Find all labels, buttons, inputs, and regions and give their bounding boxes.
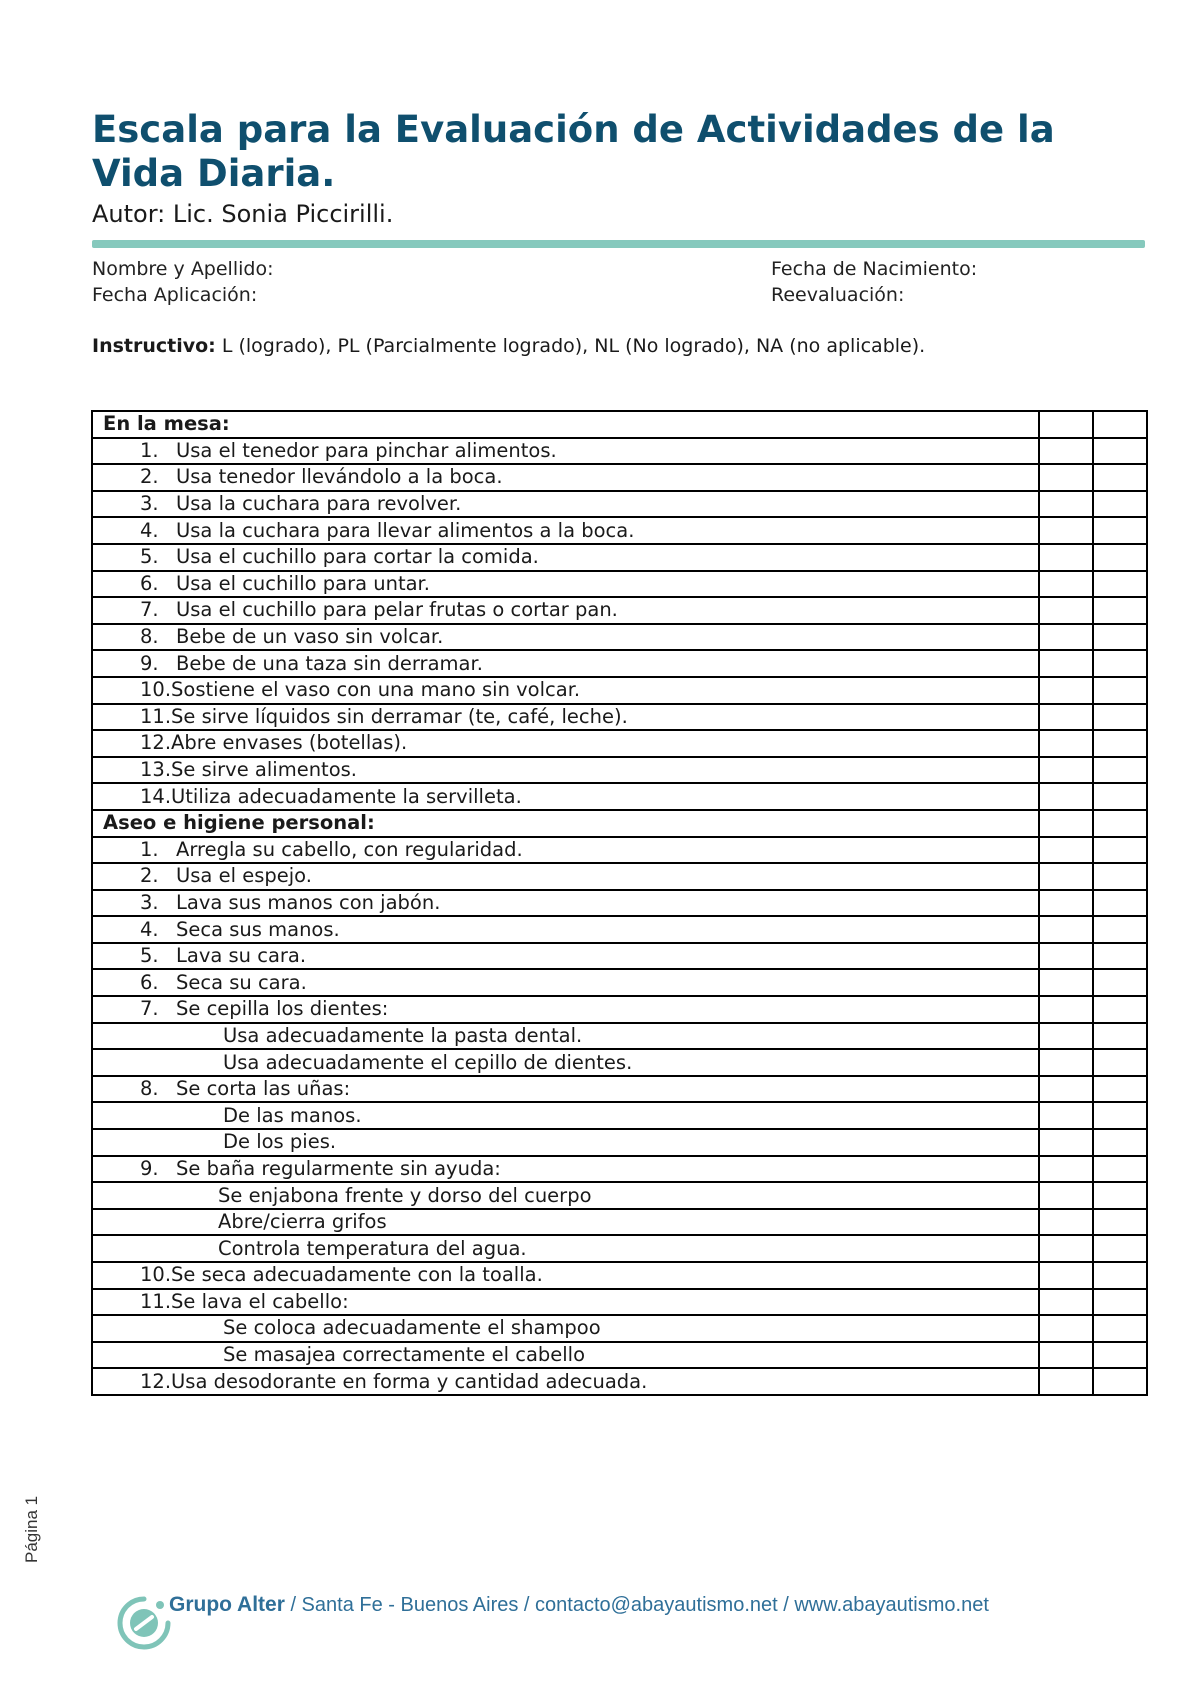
item-cell (92, 571, 1039, 598)
table-row (92, 863, 1147, 890)
item-number: 10. (140, 1263, 172, 1287)
score-cell[interactable] (1093, 890, 1147, 917)
score-cell[interactable] (1039, 996, 1093, 1023)
score-cell[interactable] (1093, 837, 1147, 864)
score-cell[interactable] (1039, 1209, 1093, 1236)
score-cell[interactable] (1039, 863, 1093, 890)
score-cell[interactable] (1039, 943, 1093, 970)
item-text: Se sirve alimentos. (171, 758, 357, 782)
item-text: Se lava el cabello: (171, 1289, 349, 1313)
table-row (92, 757, 1147, 784)
item-number: 8. (140, 1077, 159, 1101)
item-cell (92, 1368, 1039, 1395)
score-cell[interactable] (1039, 597, 1093, 624)
item-cell (92, 491, 1039, 518)
sub-item-text: De las manos. (223, 1103, 362, 1127)
item-text: Usa la cuchara para llevar alimentos a la boca. (176, 518, 635, 542)
section-title: En la mesa: (92, 411, 1039, 438)
item-text: Se seca adecuadamente con la toalla. (171, 1263, 543, 1287)
score-cell[interactable] (1093, 1129, 1147, 1156)
score-cell[interactable] (1093, 597, 1147, 624)
score-cell[interactable] (1039, 464, 1093, 491)
sub-item-text: Se masajea correctamente el cabello (223, 1343, 586, 1367)
score-cell[interactable] (1093, 1262, 1147, 1289)
score-cell[interactable] (1039, 650, 1093, 677)
score-cell[interactable] (1039, 1023, 1093, 1050)
score-cell (1093, 411, 1147, 438)
score-cell[interactable] (1093, 1315, 1147, 1342)
score-cell[interactable] (1093, 1289, 1147, 1316)
score-cell[interactable] (1093, 438, 1147, 465)
item-number: 7. (140, 997, 159, 1021)
score-cell[interactable] (1093, 1342, 1147, 1369)
sub-item-text: Usa adecuadamente la pasta dental. (223, 1023, 583, 1047)
item-number: 1. (140, 837, 159, 861)
item-cell (92, 650, 1039, 677)
score-cell[interactable] (1039, 1315, 1093, 1342)
item-number: 6. (140, 571, 159, 595)
item-number: 5. (140, 545, 159, 569)
score-cell[interactable] (1093, 1102, 1147, 1129)
score-cell[interactable] (1039, 1156, 1093, 1183)
item-cell (92, 464, 1039, 491)
item-number: 12. (140, 1369, 172, 1393)
item-number: 9. (140, 651, 159, 675)
item-cell (92, 1023, 1039, 1050)
item-text: Bebe de una taza sin derramar. (176, 651, 483, 675)
table-row (92, 1235, 1147, 1262)
item-text: Sostiene el vaso con una mano sin volcar. (171, 678, 581, 702)
score-cell (1039, 810, 1093, 837)
table-row (92, 1182, 1147, 1209)
score-cell[interactable] (1039, 704, 1093, 731)
item-number: 2. (140, 465, 159, 489)
score-cell[interactable] (1039, 544, 1093, 571)
table-row (92, 783, 1147, 810)
footer-text (169, 1593, 989, 1617)
page-number: Página 1 (22, 1495, 41, 1563)
score-cell (1093, 810, 1147, 837)
table-row (92, 1076, 1147, 1103)
score-cell[interactable] (1039, 730, 1093, 757)
table-row (92, 730, 1147, 757)
score-cell[interactable] (1039, 916, 1093, 943)
table-row (92, 1315, 1147, 1342)
score-cell[interactable] (1039, 1235, 1093, 1262)
author-line: Autor: Lic. Sonia Piccirilli. (92, 200, 394, 228)
score-cell[interactable] (1093, 491, 1147, 518)
item-cell (92, 783, 1039, 810)
score-cell[interactable] (1039, 837, 1093, 864)
item-cell (92, 1209, 1039, 1236)
table-row (92, 438, 1147, 465)
score-cell[interactable] (1039, 1368, 1093, 1395)
item-number: 11. (140, 1289, 172, 1313)
item-number: 12. (140, 731, 172, 755)
table-row (92, 704, 1147, 731)
score-cell[interactable] (1093, 863, 1147, 890)
table-row (92, 571, 1147, 598)
item-text: Seca su cara. (176, 970, 307, 994)
item-cell (92, 544, 1039, 571)
section-title: Aseo e higiene personal: (92, 810, 1039, 837)
section-header-row (92, 810, 1147, 837)
score-cell[interactable] (1039, 517, 1093, 544)
score-cell[interactable] (1093, 517, 1147, 544)
reevaluation-label: Reevaluación: (771, 284, 905, 306)
score-cell[interactable] (1093, 916, 1147, 943)
item-text: Usa tenedor llevándolo a la boca. (176, 465, 503, 489)
item-text: Utiliza adecuadamente la servilleta. (171, 784, 522, 808)
item-cell (92, 1235, 1039, 1262)
item-text: Bebe de un vaso sin volcar. (176, 625, 444, 649)
item-text: Se corta las uñas: (176, 1077, 351, 1101)
item-cell (92, 730, 1039, 757)
table-row (92, 1129, 1147, 1156)
item-text: Usa el tenedor para pinchar alimentos. (176, 438, 557, 462)
table-row (92, 517, 1147, 544)
item-number: 2. (140, 864, 159, 888)
item-number: 9. (140, 1156, 159, 1180)
evaluation-table (91, 410, 1148, 1396)
item-text: Abre envases (botellas). (171, 731, 408, 755)
name-label: Nombre y Apellido: (92, 258, 274, 280)
brand-logo-icon (114, 1593, 174, 1653)
birth-date-label: Fecha de Nacimiento: (771, 258, 978, 280)
sub-item-text: Usa adecuadamente el cepillo de dientes. (223, 1050, 633, 1074)
item-number: 4. (140, 917, 159, 941)
item-cell (92, 863, 1039, 890)
item-text: Se sirve líquidos sin derramar (te, café, leche). (171, 704, 628, 728)
score-cell[interactable] (1039, 438, 1093, 465)
item-cell (92, 943, 1039, 970)
score-cell[interactable] (1093, 783, 1147, 810)
score-cell[interactable] (1039, 1076, 1093, 1103)
score-cell[interactable] (1039, 1289, 1093, 1316)
score-cell[interactable] (1039, 571, 1093, 598)
table-row (92, 624, 1147, 651)
score-cell[interactable] (1093, 704, 1147, 731)
table-row (92, 650, 1147, 677)
score-cell[interactable] (1093, 571, 1147, 598)
score-cell[interactable] (1093, 1235, 1147, 1262)
item-number: 7. (140, 598, 159, 622)
score-cell[interactable] (1039, 1102, 1093, 1129)
score-cell[interactable] (1039, 677, 1093, 704)
sub-item-text: Controla temperatura del agua. (218, 1236, 527, 1260)
item-text: Se baña regularmente sin ayuda: (176, 1156, 501, 1180)
table-row (92, 597, 1147, 624)
table-row (92, 1209, 1147, 1236)
item-cell (92, 996, 1039, 1023)
application-date-label: Fecha Aplicación: (92, 284, 258, 306)
instructions-text: L (logrado), PL (Parcialmente logrado), NL (No logrado), NA (no aplicable). (215, 335, 926, 357)
table-row (92, 890, 1147, 917)
score-cell[interactable] (1093, 757, 1147, 784)
table-row (92, 837, 1147, 864)
sub-item-text: Se coloca adecuadamente el shampoo (223, 1316, 601, 1340)
score-cell[interactable] (1039, 783, 1093, 810)
item-text: Usa el cuchillo para cortar la comida. (176, 545, 539, 569)
item-cell (92, 1315, 1039, 1342)
sub-item-text: De los pies. (223, 1130, 337, 1154)
table-row (92, 1023, 1147, 1050)
table-row (92, 491, 1147, 518)
footer-details: / Santa Fe - Buenos Aires / contacto@abayautismo.net / www.abayautismo.net (284, 1594, 989, 1616)
score-cell[interactable] (1039, 890, 1093, 917)
item-text: Arregla su cabello, con regularidad. (176, 837, 523, 861)
score-cell[interactable] (1093, 969, 1147, 996)
item-cell (92, 597, 1039, 624)
score-cell[interactable] (1093, 996, 1147, 1023)
table-row (92, 1049, 1147, 1076)
table-row (92, 544, 1147, 571)
score-cell[interactable] (1039, 1182, 1093, 1209)
page-title: Escala para la Evaluación de Actividades de la Vida Diaria. (92, 108, 1055, 195)
item-number: 8. (140, 625, 159, 649)
score-cell[interactable] (1093, 1209, 1147, 1236)
item-cell (92, 624, 1039, 651)
item-number: 10. (140, 678, 172, 702)
item-text: Usa el espejo. (176, 864, 312, 888)
score-cell[interactable] (1039, 1049, 1093, 1076)
item-cell (92, 1129, 1039, 1156)
table-row (92, 1102, 1147, 1129)
item-number: 3. (140, 890, 159, 914)
score-cell[interactable] (1039, 1129, 1093, 1156)
item-text: Usa desodorante en forma y cantidad adecuada. (171, 1369, 648, 1393)
score-cell[interactable] (1039, 1342, 1093, 1369)
table-row (92, 1289, 1147, 1316)
score-cell[interactable] (1039, 757, 1093, 784)
item-cell (92, 890, 1039, 917)
table-row (92, 464, 1147, 491)
item-cell (92, 969, 1039, 996)
instructions (92, 333, 992, 359)
item-number: 6. (140, 970, 159, 994)
item-cell (92, 1049, 1039, 1076)
item-cell (92, 517, 1039, 544)
table-row (92, 1262, 1147, 1289)
item-text: Seca sus manos. (176, 917, 340, 941)
score-cell[interactable] (1039, 624, 1093, 651)
table-row (92, 943, 1147, 970)
item-cell (92, 704, 1039, 731)
item-number: 13. (140, 758, 172, 782)
item-cell (92, 677, 1039, 704)
score-cell[interactable] (1093, 677, 1147, 704)
table-row (92, 1368, 1147, 1395)
item-cell (92, 1262, 1039, 1289)
item-cell (92, 1156, 1039, 1183)
item-number: 5. (140, 944, 159, 968)
score-cell[interactable] (1093, 1368, 1147, 1395)
item-text: Lava su cara. (176, 944, 307, 968)
item-cell (92, 1289, 1039, 1316)
score-cell[interactable] (1093, 1156, 1147, 1183)
score-cell[interactable] (1093, 464, 1147, 491)
item-number: 4. (140, 518, 159, 542)
item-cell (92, 916, 1039, 943)
item-cell (92, 438, 1039, 465)
score-cell[interactable] (1093, 650, 1147, 677)
sub-item-text: Abre/cierra grifos (218, 1210, 387, 1234)
score-cell[interactable] (1093, 943, 1147, 970)
score-cell[interactable] (1093, 544, 1147, 571)
item-text: Se cepilla los dientes: (176, 997, 389, 1021)
item-cell (92, 1076, 1039, 1103)
table-row (92, 916, 1147, 943)
score-cell[interactable] (1093, 1182, 1147, 1209)
score-cell[interactable] (1093, 1076, 1147, 1103)
item-cell (92, 837, 1039, 864)
score-cell[interactable] (1039, 491, 1093, 518)
section-header-row (92, 411, 1147, 438)
item-number: 14. (140, 784, 172, 808)
item-cell (92, 1102, 1039, 1129)
item-number: 11. (140, 704, 172, 728)
score-cell[interactable] (1093, 1049, 1147, 1076)
score-cell[interactable] (1039, 1262, 1093, 1289)
header-divider (92, 240, 1145, 248)
table-row (92, 1342, 1147, 1369)
score-cell[interactable] (1093, 1023, 1147, 1050)
item-text: Usa la cuchara para revolver. (176, 492, 462, 516)
item-text: Usa el cuchillo para untar. (176, 571, 430, 595)
table-row (92, 969, 1147, 996)
score-cell[interactable] (1039, 969, 1093, 996)
score-cell[interactable] (1093, 624, 1147, 651)
item-cell (92, 1342, 1039, 1369)
footer (114, 1585, 1114, 1655)
item-text: Usa el cuchillo para pelar frutas o cortar pan. (176, 598, 618, 622)
item-number: 1. (140, 438, 159, 462)
table-row (92, 677, 1147, 704)
table-row (92, 996, 1147, 1023)
item-cell (92, 1182, 1039, 1209)
item-number: 3. (140, 492, 159, 516)
sub-item-text: Se enjabona frente y dorso del cuerpo (218, 1183, 592, 1207)
item-text: Lava sus manos con jabón. (176, 890, 441, 914)
table-row (92, 1156, 1147, 1183)
instructions-label: Instructivo: (92, 335, 216, 357)
footer-brand: Grupo Alter (169, 1593, 285, 1616)
score-cell (1039, 411, 1093, 438)
item-cell (92, 757, 1039, 784)
score-cell[interactable] (1093, 730, 1147, 757)
